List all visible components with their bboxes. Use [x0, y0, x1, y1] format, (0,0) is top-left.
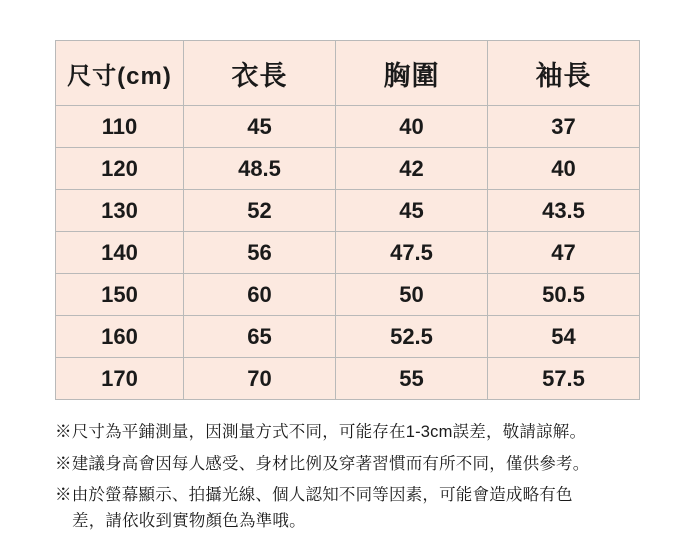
cell-length: 52	[184, 190, 336, 232]
cell-length: 45	[184, 106, 336, 148]
cell-sleeve: 54	[488, 316, 640, 358]
note-color-text: ※由於螢幕顯示、拍攝光線、個人認知不同等因素，可能會造成略有色	[55, 486, 573, 505]
cell-bust: 40	[336, 106, 488, 148]
cell-sleeve: 47	[488, 232, 640, 274]
table-row	[56, 316, 640, 358]
cell-size: 160	[56, 316, 184, 358]
cell-bust: 52.5	[336, 316, 488, 358]
cell-sleeve: 43.5	[488, 190, 640, 232]
cell-length: 60	[184, 274, 336, 316]
table-row	[56, 190, 640, 232]
table-row	[56, 232, 640, 274]
cell-length: 56	[184, 232, 336, 274]
note-measurement	[55, 420, 655, 446]
note-fit	[55, 452, 655, 478]
note-color-text-second-line: 差，請依收到實物顏色為準哦。	[72, 511, 306, 530]
cell-bust: 45	[336, 190, 488, 232]
cell-sleeve: 50.5	[488, 274, 640, 316]
note-fit-text: ※建議身高會因每人感受、身材比例及穿著習慣而有所不同，僅供參考。	[55, 454, 590, 473]
cell-bust: 47.5	[336, 232, 488, 274]
size-table	[55, 40, 640, 400]
table-header-row	[56, 41, 640, 106]
column-header-sleeve: 袖長	[488, 41, 640, 106]
table-row	[56, 358, 640, 400]
cell-bust: 42	[336, 148, 488, 190]
cell-sleeve: 40	[488, 148, 640, 190]
notes-section	[55, 420, 655, 540]
cell-sleeve: 37	[488, 106, 640, 148]
cell-size: 170	[56, 358, 184, 400]
table-header	[56, 41, 640, 106]
column-header-length: 衣長	[184, 41, 336, 106]
table-body	[56, 106, 640, 400]
note-measurement-text: ※尺寸為平鋪測量，因測量方式不同，可能存在1-3cm誤差，敬請諒解。	[55, 423, 587, 441]
cell-length: 70	[184, 358, 336, 400]
column-header-size: 尺寸(cm)	[56, 41, 184, 106]
cell-size: 130	[56, 190, 184, 232]
cell-sleeve: 57.5	[488, 358, 640, 400]
note-color	[55, 483, 655, 534]
cell-size: 120	[56, 148, 184, 190]
table-row	[56, 106, 640, 148]
cell-bust: 50	[336, 274, 488, 316]
cell-size: 110	[56, 106, 184, 148]
cell-length: 48.5	[184, 148, 336, 190]
cell-length: 65	[184, 316, 336, 358]
column-header-bust: 胸圍	[336, 41, 488, 106]
cell-bust: 55	[336, 358, 488, 400]
table-row	[56, 274, 640, 316]
cell-size: 140	[56, 232, 184, 274]
cell-size: 150	[56, 274, 184, 316]
table-row	[56, 148, 640, 190]
